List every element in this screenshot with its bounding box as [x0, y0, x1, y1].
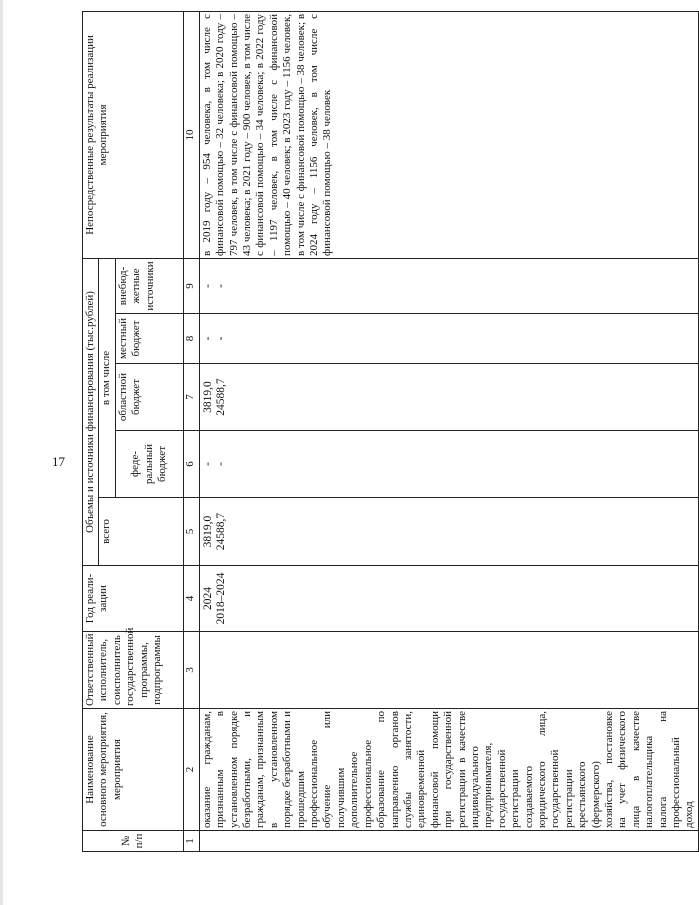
row-regional — [199, 364, 698, 431]
column-number: 4 — [183, 566, 199, 632]
column-number: 3 — [183, 632, 199, 709]
column-number: 8 — [183, 314, 199, 364]
year-value: 2018–2024 — [215, 572, 228, 625]
header-name: Наименование основного мероприятия, мероприятия — [83, 709, 184, 831]
header-results: Непосредственные результаты реализации мероприятия — [83, 11, 184, 258]
row-executor — [199, 632, 698, 709]
funding-table — [82, 11, 699, 852]
column-number: 1 — [183, 831, 199, 852]
header-total: всего — [99, 498, 183, 566]
column-number: 7 — [183, 364, 199, 431]
total-value: 24588,7 — [215, 512, 228, 551]
rotated-table-wrapper — [82, 13, 696, 852]
regional-value: 3819,0 — [201, 381, 214, 413]
total-value: 3819,0 — [201, 515, 214, 548]
extrabudget-value: - — [215, 284, 228, 288]
header-num: № п/п — [83, 831, 184, 852]
header-funding: Объемы и источники финансирования (тыс.рублей) — [83, 258, 99, 565]
local-value: - — [201, 336, 214, 341]
column-number-row — [183, 11, 199, 851]
column-number: 6 — [183, 431, 199, 498]
federal-value: - — [215, 462, 228, 466]
header-extrabudget: внебюд-жетные источники — [115, 258, 183, 313]
year-value: 2024 — [201, 587, 214, 610]
header-executor: Ответственный исполнитель, соисполнитель государственной программы, подпрограммы — [83, 632, 184, 709]
column-number: 10 — [183, 11, 199, 258]
column-number: 9 — [183, 258, 199, 313]
column-number: 5 — [183, 498, 199, 566]
row-years — [199, 566, 698, 632]
header-row-1 — [83, 11, 99, 851]
column-number: 2 — [183, 709, 199, 831]
header-regional: областной бюджет — [115, 364, 183, 431]
row-extrabudget — [199, 258, 698, 313]
results-text: в 2019 году – 954 человека, в том числе с финансовой помощью – 32 человека; в 2020 году – 797 человек, в том числе с финансовой помощью –43 человека; в 2021 году – 900 человек, в том числе с финансовой помощью – 34 человека; в 2022 году – 1197 человек, в том числе с финансовой помощью – 40 человек; в 2023 году – 1156 человек, в том числе с финансовой помощью – 38 человек; в 2024 году – 1156 человек, в том числе с финансовой помощью – 38 человек — [199, 11, 698, 258]
federal-value: - — [201, 462, 214, 466]
regional-value: 24588,7 — [215, 378, 228, 416]
row-local — [199, 314, 698, 364]
scan-edge — [0, 0, 3, 905]
header-local: местный бюджет — [115, 314, 183, 364]
local-value: - — [215, 336, 228, 341]
row-number — [199, 831, 698, 852]
header-year: Год реали-зации — [83, 566, 184, 632]
row-total — [199, 498, 698, 566]
extrabudget-value: - — [201, 284, 214, 288]
measure-description: оказание гражданам, признанным в установленном порядке безработными, и гражданам, признанным в установленном порядке безработными и прошедшим профессиональное обучение или получившим дополнительное профессиональное образование по направлению органов службы занятости, единовременной финансовой помощи при государственной регистрации в качестве индивидуального предпринимателя, государственной регистрации создаваемого юридического лица, государственной регистрации крестьянского (фермерского) хозяйства, постановке на учет физического лица в качестве налогоплательщика налога на профессиональный доход — [199, 709, 698, 831]
header-including: в том числе — [99, 258, 115, 497]
header-federal: феде-ральный бюджет — [115, 431, 183, 498]
table-row — [199, 11, 698, 851]
page-number: 17 — [52, 454, 65, 469]
row-federal — [199, 431, 698, 498]
